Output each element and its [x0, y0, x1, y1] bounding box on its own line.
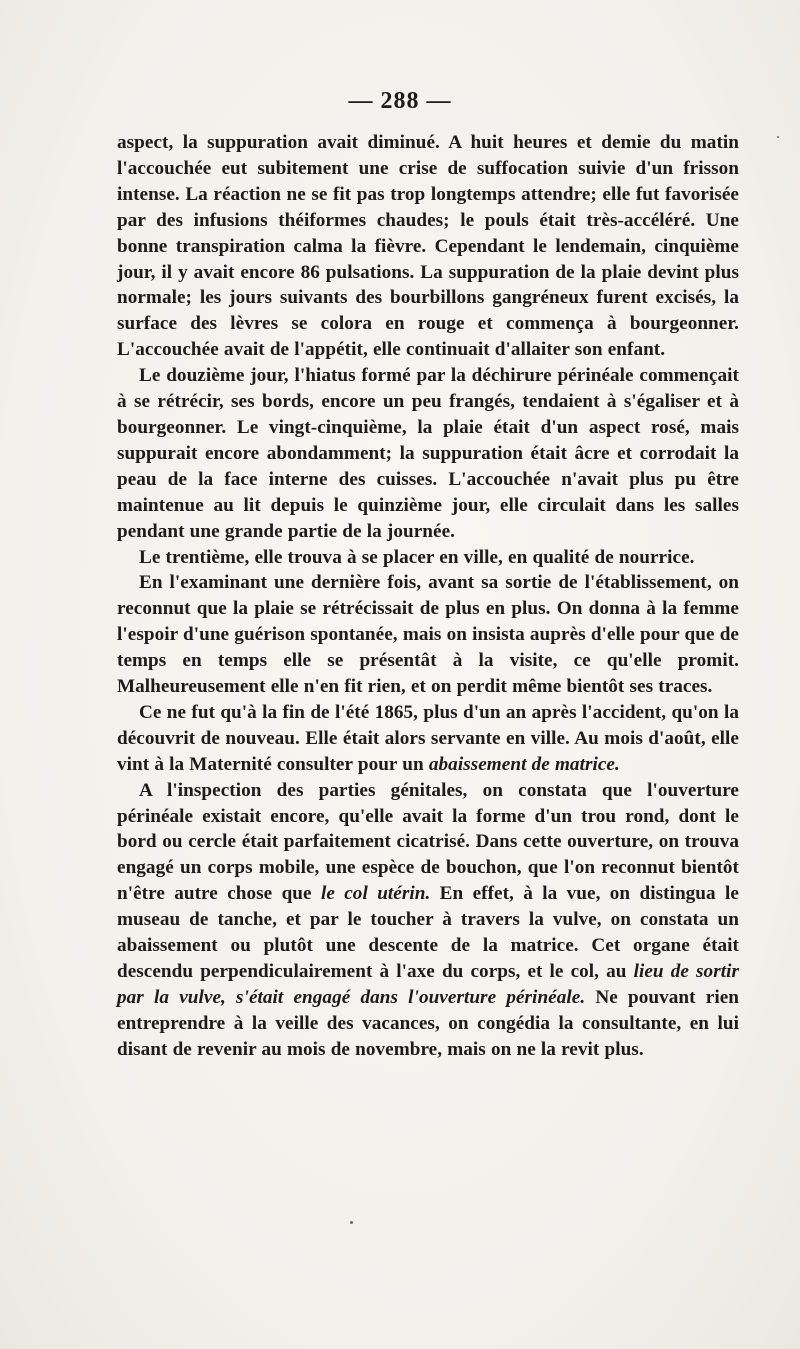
- paragraph-5-italic-text: abaissement de matrice.: [428, 753, 620, 775]
- paragraph-5: [117, 700, 739, 778]
- paper-speck: [777, 136, 779, 138]
- paragraph-6-italic-text-a: le col utérin.: [320, 883, 431, 905]
- paragraph-4: [117, 570, 739, 700]
- paragraph-6-text-a: A l'inspection des parties génitales, on constata que l'ouverture périnéale existait encore, qu'elle avait la forme d'un trou rond, dont le bord ou cercle était parfaitement cicatrisé. Dans cette ouverture, on trouva engagé un corps mobile, une espèce de bouchon, que l'on reconnut bientôt n'être autre chose que: [117, 779, 739, 905]
- paragraph-3-text: Le trentième, elle trouva à se placer en ville, en qualité de nourrice.: [139, 546, 695, 568]
- paragraph-1: [117, 130, 739, 363]
- body-text: [117, 130, 739, 1063]
- paper-speck: [350, 1221, 353, 1224]
- paragraph-6-text-c: Ne pouvant rien entreprendre à la veille des vacances, on congédia la consultante, en lui disant de revenir au mois de novembre, mais on ne la revit plus.: [117, 986, 739, 1060]
- paragraph-6-text-b: En effet, à la vue, on distingua le museau de tanche, et par le toucher à travers la vulve, on constata un abaissement ou plutôt une descente de la matrice. Cet organe était descendu perpendiculairement à l'axe du corps, et le col, au: [117, 883, 739, 982]
- paragraph-4-text: En l'examinant une dernière fois, avant sa sortie de l'établissement, on reconnut que la plaie se rétrécissait de plus en plus. On donna à la femme l'espoir d'une guérison spontanée, mais on insista auprès d'elle pour que de temps en temps elle se présentât à la visite, ce qu'elle promit. Malheureusement elle n'en fit rien, et on perdit même bientôt ses traces.: [117, 572, 739, 698]
- paragraph-6-italic-text-b: lieu de sortir par la vulve, s'était engagé dans l'ouverture périnéale.: [117, 961, 740, 1008]
- paragraph-2-text: Le douzième jour, l'hiatus formé par la déchirure périnéale commençait à se rétrécir, ses bords, encore un peu frangés, tendaient à s'égaliser et à bourgeonner. Le vingt-cinquième, la plaie était d'un aspect rosé, mais suppurait encore abondamment; la suppuration était âcre et corrodait la peau de la face interne des cuisses. L'accouchée n'avait plus pu être maintenue au lit depuis le quinzième jour, elle circulait dans les salles pendant une grande partie de la journée.: [117, 365, 739, 542]
- paragraph-1-text: aspect, la suppuration avait diminué. A huit heures et demie du matin l'accouchée eut subitement une crise de suffocation suivie d'un frisson intense. La réaction ne se fit pas trop longtemps attendre; elle fut favorisée par des infusions théiformes chaudes; le pouls était très-accéléré. Une bonne transpiration calma la fièvre. Cependant le lendemain, cinquième jour, il y avait encore 86 pulsations. La suppuration de la plaie devint plus normale; les jours suivants des bourbillons gangréneux furent excisés, la surface des lèvres se colora en rouge et commença à bourgeonner. L'accouchée avait de l'appétit, elle continuait d'allaiter son enfant.: [117, 132, 739, 361]
- paragraph-2: [117, 363, 739, 544]
- paragraph-5-text: Ce ne fut qu'à la fin de l'été 1865, plus d'un an après l'accident, qu'on la découvrit de nouveau. Elle était alors servante en ville. Au mois d'août, elle vint à la Maternité consulter pour un: [117, 701, 739, 775]
- paragraph-6: [117, 778, 739, 1063]
- page-number: — 288 —: [348, 88, 452, 114]
- paragraph-3: [117, 545, 739, 571]
